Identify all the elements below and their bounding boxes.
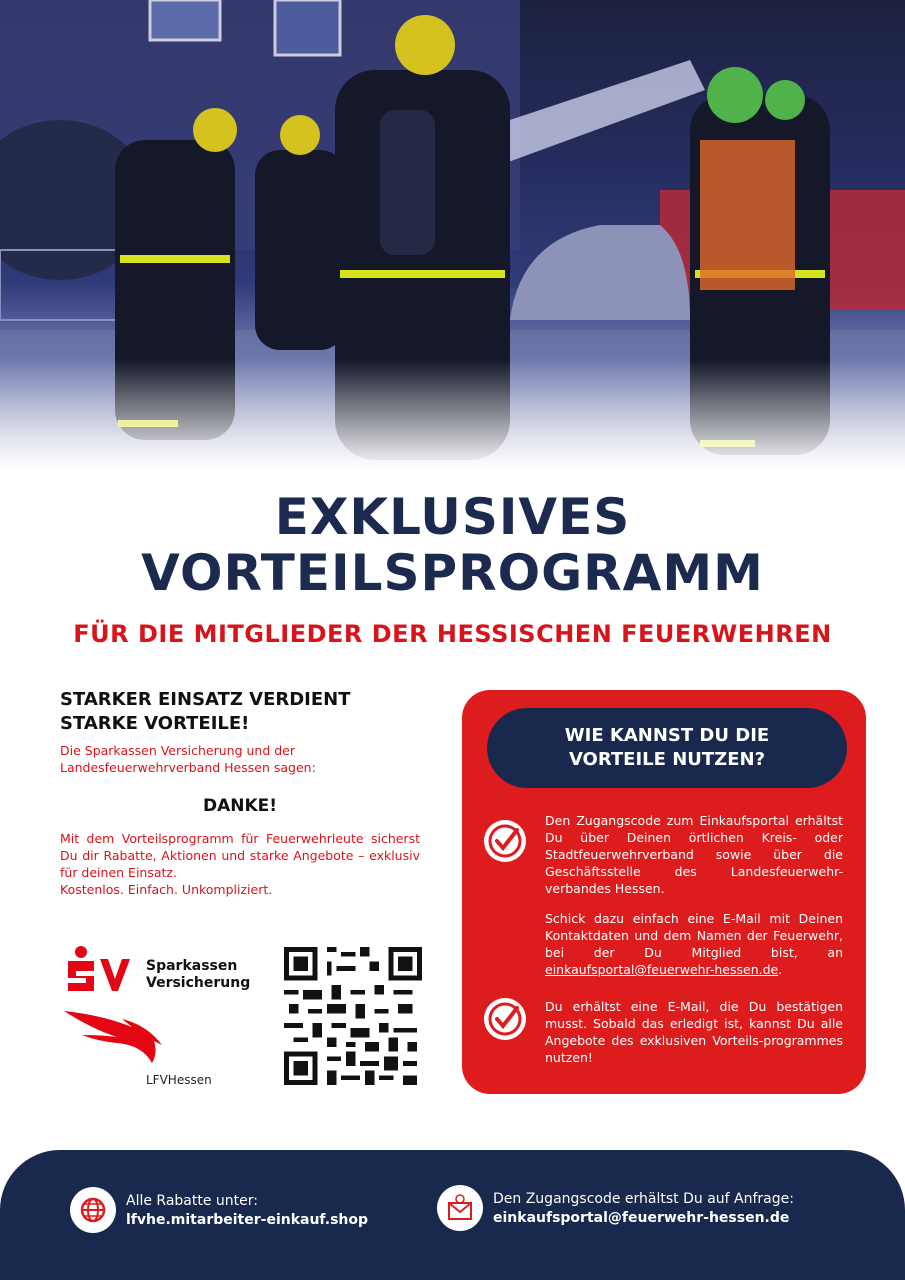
left-heading-line2: STARKE VORTEILE! — [60, 713, 250, 734]
step1-email-intro: Schick dazu einfach eine E-Mail mit Deinen Kontaktdaten und dem Namen der Feuerwehr, bei der Du Mitglied bist, an — [545, 911, 843, 960]
how-to-heading-line2: VORTEILE NUTZEN? — [568, 749, 766, 770]
footer-email-link[interactable]: einkaufsportal@feuerwehr-hessen.de — [493, 1210, 790, 1226]
qr-code[interactable] — [284, 946, 422, 1086]
how-to-heading-line1: WIE KANNST DU DIE — [564, 725, 770, 746]
shop-url-link[interactable]: lfvhe.mitarbeiter-einkauf.shop — [126, 1212, 369, 1228]
step1-email-text: Schick dazu einfach eine E-Mail mit Deinen Kontaktdaten und dem Namen der Feuerwehr, bei der Du Mitglied bist, an einkaufsportal@feuerwehr-hessen.de. — [545, 911, 843, 977]
sv-line1: Sparkassen — [146, 958, 238, 974]
shop-label: Alle Rabatte unter: — [126, 1193, 259, 1209]
globe-icon — [70, 1187, 116, 1233]
left-column — [60, 688, 420, 898]
left-heading-line1: STARKER EINSATZ VERDIENT — [60, 689, 351, 710]
lfv-wordmark: LFVHessen — [146, 1073, 212, 1087]
how-to-heading — [487, 708, 847, 788]
program-tagline: Kostenlos. Einfach. Unkompliziert. — [60, 882, 273, 897]
danke-heading: DANKE! — [202, 796, 278, 816]
firefighters-illustration — [0, 0, 905, 470]
page-title-line1: EXKLUSIVES — [274, 488, 631, 546]
step1-text: Den Zugangscode zum Einkaufsportal erhältst Du über Deinen örtlichen Kreis- oder Stadtfeuerwehrverband sowie über die Geschäftsstelle des Landesfeuerwehr-verbandes Hessen. — [545, 813, 843, 896]
step2-text: Du erhältst eine E-Mail, die Du bestätigen musst. Sobald das erledigt ist, kannst Du alle Angebote des exklusiven Vorteils-programmes nutzen! — [545, 999, 843, 1065]
intro-line2: Landesfeuerwehrverband Hessen sagen: — [60, 760, 316, 775]
sparkassen-wordmark — [146, 958, 250, 992]
checkmark-icon — [484, 998, 526, 1040]
lfv-flame-logo — [62, 1005, 172, 1065]
mail-icon — [437, 1185, 483, 1231]
page-title-line2: VORTEILSPROGRAMM — [141, 544, 764, 602]
intro-line1: Die Sparkassen Versicherung und der — [60, 743, 296, 758]
program-description: Mit dem Vorteilsprogramm für Feuerwehrleute sicherst Du dir Rabatte, Aktionen und starke Angebote – exklusiv für deinen Einsatz. — [60, 831, 420, 880]
page-subtitle: FÜR DIE MITGLIEDER DER HESSISCHEN FEUERWEHREN — [73, 620, 832, 648]
contact-email-link[interactable]: einkaufsportal@feuerwehr-hessen.de — [545, 962, 779, 977]
checkmark-icon — [484, 820, 526, 862]
access-code-label: Den Zugangscode erhältst Du auf Anfrage: — [493, 1191, 794, 1207]
hero-photo — [0, 0, 905, 470]
sv-line2: Versicherung — [146, 975, 251, 991]
